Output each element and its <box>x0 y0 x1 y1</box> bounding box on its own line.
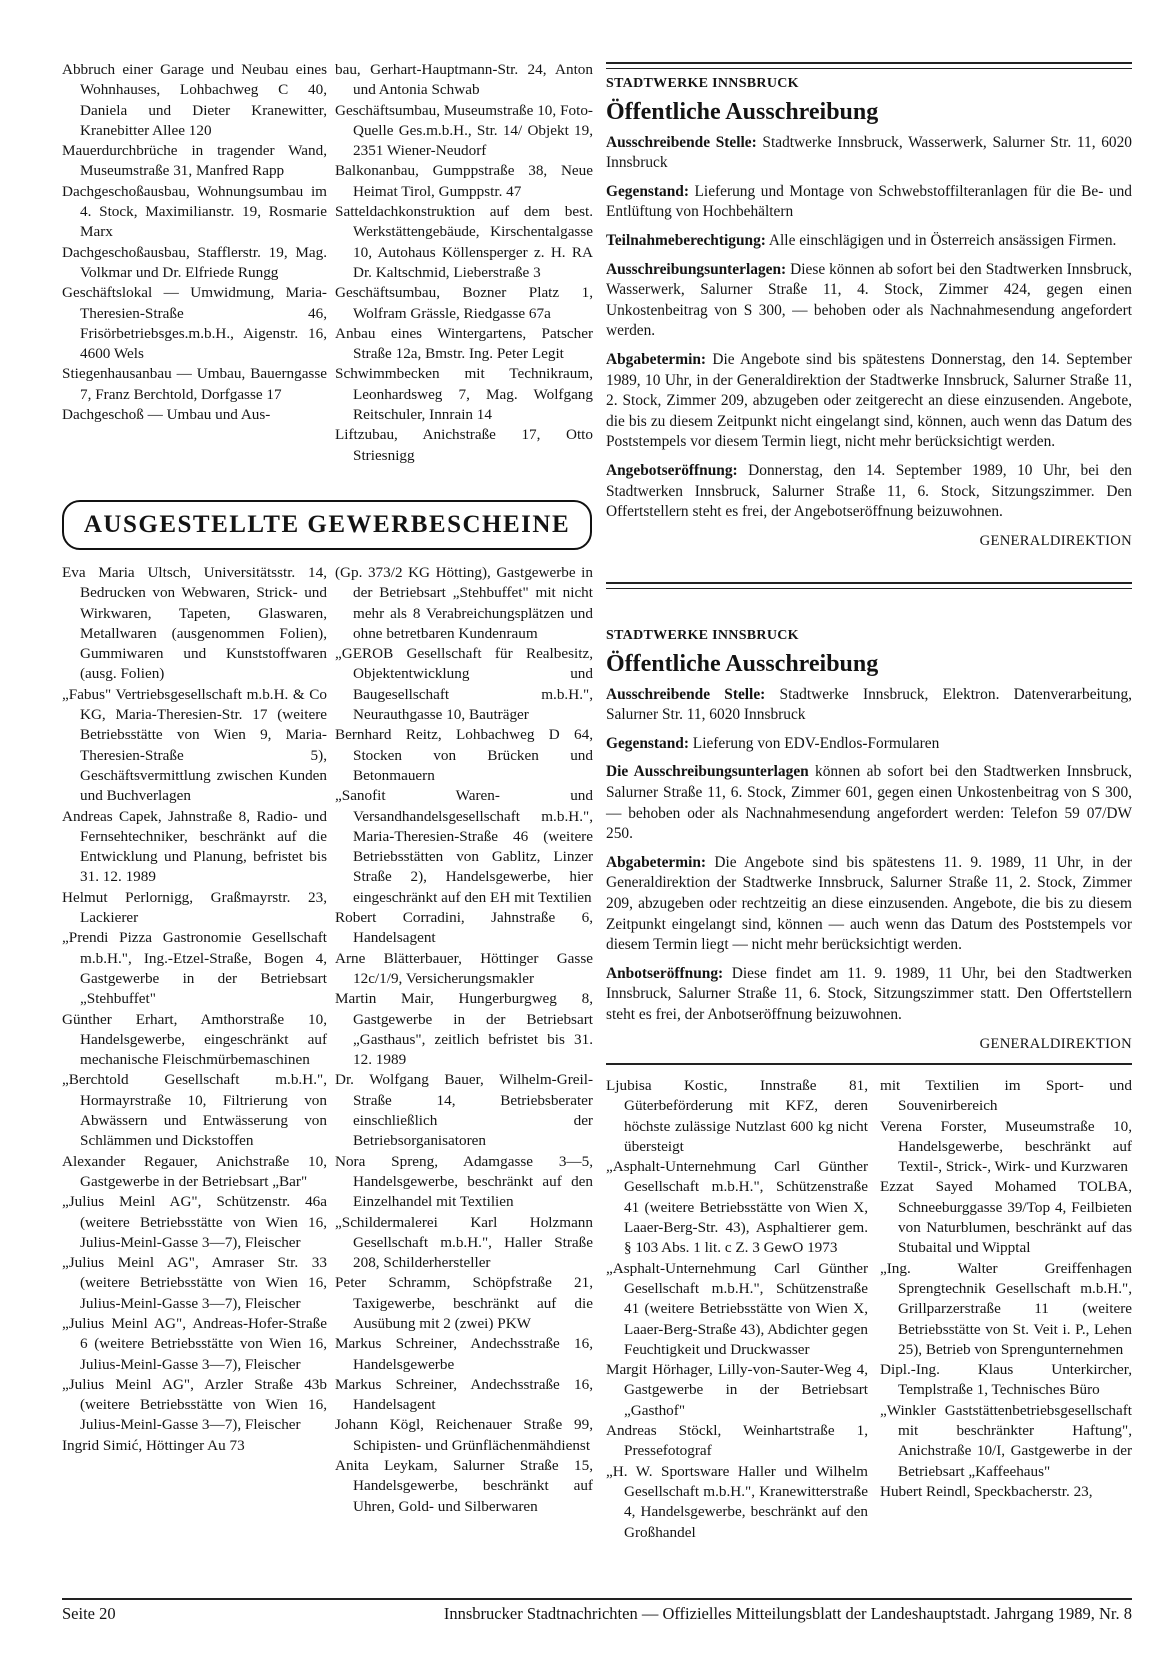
list-entry: Andreas Stöckl, Weinhartstraße 1, Pressefotograf <box>606 1422 868 1460</box>
tender-paragraph-label: Die Ausschreibungsunterlagen <box>606 763 809 781</box>
list-entry: Balkonanbau, Gumppstraße 38, Neue Heimat Tirol, Gumppstr. 47 <box>335 162 593 200</box>
list-entry: Andreas Capek, Jahnstraße 8, Radio- und Fernsehtechniker, beschränkt auf die Entwicklung und Planung, befristet bis 31. 12. 1989 <box>62 807 327 886</box>
tender-paragraph-text: Stadtwerke Innsbruck, Wasserwerk, Salurner Str. 11, 6020 Innsbruck <box>606 133 1132 172</box>
tender-paragraph-text: können ab sofort bei den Stadtwerken Innsbruck, Salurner Straße 11, 6. Stock, Zimmer 601, gegen einen Unkostenbeitrag von S 300, — behoben oder als Nachnahmesendung angefordert werden: Telefon 59 07/DW 250. <box>606 763 1132 843</box>
list-entry: „Julius Meinl AG", Andreas-Hofer-Straße 6 (weitere Betriebsstätte von Wien 16, Julius-Meinl-Gasse 3—7), Fleischer <box>62 1314 327 1373</box>
tender-paragraph-text: Diese findet am 11. 9. 1989, 11 Uhr, bei den Stadtwerken Innsbruck, Salurner Straße 11, 6. Stock, Sitzungszimmer statt. Den Offertstellern steht es frei, der Anbotseröffnung beizuwohnen. <box>606 964 1132 1023</box>
list-entry: Günther Erhart, Amthorstraße 10, Handelsgewerbe, eingeschränkt auf mechanische Fleischmürbemaschinen <box>62 1010 327 1069</box>
permits-column-left <box>62 60 327 425</box>
list-entry: Margit Hörhager, Lilly-von-Sauter-Weg 4, Gastgewerbe in der Betriebsart „Gasthof" <box>606 1361 868 1419</box>
page-number: Seite 20 <box>62 1604 116 1623</box>
list-entry: Geschäftsumbau, Bozner Platz 1, Wolfram Grässle, Riedgasse 67a <box>335 284 593 322</box>
list-entry: „Asphalt-Unternehmung Carl Günther Gesellschaft m.b.H.", Schützenstraße 41 (weitere Betriebsstätte von Wien X, Laaer-Berg-Str. 43), Asphaltierer gem. § 103 Abs. 1 lit. c Z. 3 GewO 1973 <box>606 1158 868 1257</box>
list-entry: Geschäftsumbau, Museumstraße 10, Foto-Quelle Ges.m.b.H., Str. 14/ Objekt 19, 2351 Wiener-Neudorf <box>335 101 593 160</box>
licenses-lower-rule <box>606 1063 1132 1065</box>
list-entry: „H. W. Sportsware Haller und Wilhelm Gesellschaft m.b.H.", Kranewitterstraße 4, Handelsgewerbe, beschränkt auf den Großhandel <box>606 1462 868 1541</box>
tender-paragraph <box>606 685 1132 726</box>
list-entry: „Fabus" Vertriebsgesellschaft m.b.H. & Co KG, Maria-Theresien-Str. 17 (weitere Betriebsstätte von Wien 9, Maria-Theresien-Straße 5), Geschäftsvermittlung zwischen Kunden und Buchverlagen <box>62 685 327 805</box>
tender-notice-2 <box>606 626 1132 1054</box>
list-entry: Johann Kögl, Reichenauer Straße 99, Schipisten- und Grünflächenmähdienst <box>335 1416 593 1454</box>
list-entry: Helmut Perlornigg, Graßmayrstr. 23, Lackierer <box>62 888 327 927</box>
tender-paragraph <box>606 734 1132 755</box>
list-entry: „GEROB Gesellschaft für Realbesitz, Objektentwicklung und Baugesellschaft m.b.H.", Neurauthgasse 10, Bauträger <box>335 645 593 724</box>
list-entry: Dachgeschoßausbau, Stafflerstr. 19, Mag. Volkmar und Dr. Elfriede Rungg <box>62 243 327 281</box>
list-entry: mit Textilien im Sport- und Souvenirbereich <box>880 1077 1132 1115</box>
list-entry: Geschäftslokal — Umwidmung, Maria-Theresien-Straße 46, Frisörbetriebsges.m.b.H., Aigenstr. 16, 4600 Wels <box>62 284 327 363</box>
list-entry: Ingrid Simić, Höttinger Au 73 <box>62 1436 245 1454</box>
list-entry: Arne Blätterbauer, Höttinger Gasse 12c/1/9, Versicherungsmakler <box>335 949 593 987</box>
permits-column-middle <box>335 60 593 466</box>
list-entry: „Winkler Gaststättenbetriebsgesellschaft mit beschränkter Haftung", Anichstraße 10/I, Gastgewerbe in der Betriebsart „Kaffeehaus" <box>880 1401 1132 1480</box>
tender-signature: GENERALDIREKTION <box>979 532 1132 549</box>
list-entry: „Julius Meinl AG", Amraser Str. 33 (weitere Betriebsstätte von Wien 16, Julius-Meinl-Gasse 3—7), Fleischer <box>62 1254 327 1312</box>
list-entry: Bernhard Reitz, Lohbachweg D 64, Stocken von Brücken und Betonmauern <box>335 726 593 784</box>
list-entry: Anita Leykam, Salurner Straße 15, Handelsgewerbe, beschränkt auf Uhren, Gold- und Silberwaren <box>335 1457 593 1515</box>
licenses-column-3 <box>606 1076 868 1543</box>
list-entry: Satteldachkonstruktion auf dem best. Werkstättengebäude, Kirschentalgasse 10, Autohaus Köllensperger z. H. RA Dr. Kaltschmid, Lieberstraße 3 <box>335 203 593 281</box>
list-entry: „Asphalt-Unternehmung Carl Günther Gesellschaft m.b.H.", Schützenstraße 41 (weitere Betriebsstätte von Wien X, Laaer-Berg-Straße 43), Abdichter gegen Feuchtigkeit und Druckwasser <box>606 1259 868 1358</box>
publication-line: Innsbrucker Stadtnachrichten — Offizielles Mitteilungsblatt der Landeshauptstadt. Jahrgang 1989, Nr. 8 <box>443 1604 1132 1623</box>
tender-paragraph-label: Angebotseröffnung: <box>606 461 738 479</box>
list-entry: „Ing. Walter Greiffenhagen Sprengtechnik Gesellschaft m.b.H.", Grillparzerstraße 11 (weitere Betriebsstätte von St. Veit i. P., Lehen 25), Betrieb von Sprengunternehmen <box>880 1259 1132 1358</box>
tender-paragraph-text: Diese können ab sofort bei den Stadtwerken Innsbruck, Wasserwerk, Salurner Straße 11, 4. Stock, Zimmer 424, gegen einen Unkostenbeitrag von S 300, — behoben oder als Nachnahmesendung angefordert werden. <box>606 260 1132 340</box>
tender-paragraph-label: Ausschreibende Stelle: <box>606 133 757 151</box>
list-entry: Mauerdurchbrüche in tragender Wand, Museumstraße 31, Manfred Rapp <box>62 142 327 180</box>
tender-paragraph <box>606 182 1132 223</box>
tender-paragraph <box>606 853 1132 956</box>
tender-paragraph-text: Lieferung von EDV-Endlos-Formularen <box>688 734 940 752</box>
tender-notice-1 <box>606 74 1132 551</box>
tender2-top-rule <box>606 582 1132 589</box>
list-entry: Markus Schreiner, Andechsstraße 16, Handelsgewerbe <box>335 1335 593 1373</box>
tender-organisation: STADTWERKE INNSBRUCK <box>606 76 799 91</box>
list-entry: „Berchtold Gesellschaft m.b.H.", Hormayrstraße 10, Filtrierung von Abwässern und Entwässerung von Schlämmen und Dickstoffen <box>62 1071 327 1150</box>
list-entry: „Julius Meinl AG", Arzler Straße 43b (weitere Betriebsstätte von Wien 16, Julius-Meinl-Gasse 3—7), Fleischer <box>62 1375 327 1434</box>
section-banner <box>62 500 592 550</box>
tender-paragraph-label: Ausschreibende Stelle: <box>606 685 766 703</box>
tender-paragraph-text: Die Angebote sind bis spätestens 11. 9. 1989, 11 Uhr, in der Generaldirektion der Stadtwerke Innsbruck, Salurner Straße 11, 2. Stock, Zimmer 209, abzugeben oder rechtzeitig an diese einzusenden. Angebote, die bis zu diesem Zeitpunkt eingelangt sind, können — auch wenn das Datum des Poststempels vor diesem Termin liegt — nicht mehr berücksichtigt werden. <box>606 853 1132 954</box>
licenses-column-1 <box>62 563 327 1456</box>
list-entry: Alexander Regauer, Anichstraße 10, Gastgewerbe in der Betriebsart „Bar" <box>62 1152 327 1190</box>
tender-paragraph <box>606 350 1132 453</box>
list-entry: bau, Gerhart-Hauptmann-Str. 24, Anton und Antonia Schwab <box>335 61 593 99</box>
list-entry: Ezzat Sayed Mohamed TOLBA, Schneeburggasse 39/Top 4, Feilbieten von Naturblumen, beschränkt auf das Stubaital und Wipptal <box>880 1178 1132 1257</box>
list-entry: Markus Schreiner, Andechsstraße 16, Handelsagent <box>335 1375 593 1414</box>
tender-paragraph-text: Donnerstag, den 14. September 1989, 10 Uhr, bei den Stadtwerken Innsbruck, Salurner Straße 11, 6. Stock, Sitzungszimmer. Den Offertstellern steht es frei, der Angebotseröffnung beizuwohnen. <box>606 461 1132 521</box>
tender-paragraph-label: Anbotseröffnung: <box>606 964 724 982</box>
list-entry: „Schildermalerei Karl Holzmann Gesellschaft m.b.H.", Haller Straße 208, Schilderhersteller <box>335 1213 593 1272</box>
tender-paragraph-text: Die Angebote sind bis spätestens Donnerstag, den 14. September 1989, 10 Uhr, in der Generaldirektion der Stadtwerke Innsbruck, Salurner Straße 11, 2. Stock, Zimmer 209, abzugeben oder zeitgerecht an diese einzusenden. Angebote, die bis zu diesem Zeitpunkt nicht eingelangt sind, können, auch wenn das Datum des Poststempels vor diesem Termin liegt, nicht mehr berücksichtigt werden. <box>606 350 1132 451</box>
tender-paragraph-text: Stadtwerke Innsbruck, Elektron. Datenverarbeitung, Salurner Str. 11, 6020 Innsbruck <box>606 685 1133 724</box>
tender-paragraph <box>606 964 1132 1026</box>
list-entry: Abbruch einer Garage und Neubau eines Wohnhauses, Lohbachweg C 40, Daniela und Dieter Kranewitter, Kranebitter Allee 120 <box>62 61 327 139</box>
licenses-column-2 <box>335 563 593 1517</box>
list-entry: Schwimmbecken mit Technikraum, Leonhardsweg 7, Mag. Wolfgang Reitschuler, Innrain 14 <box>335 365 593 424</box>
list-entry: Dr. Wolfgang Bauer, Wilhelm-Greil-Straße 14, Betriebsberater einschließlich der Betriebsorganisatoren <box>335 1071 593 1150</box>
tender-paragraph <box>606 762 1132 844</box>
list-entry: Dipl.-Ing. Klaus Unterkircher, Templstraße 1, Technisches Büro <box>880 1361 1132 1399</box>
list-entry: „Sanofit Waren- und Versandhandelsgesellschaft m.b.H.", Maria-Theresien-Straße 46 (weitere Betriebsstätten von Gablitz, Linzer Straße 2), Handelsgewerbe, hier eingeschränkt auf den EH mit Textilien <box>335 787 593 906</box>
list-entry: Peter Schramm, Schöpfstraße 21, Taxigewerbe, beschränkt auf die Ausübung mit 2 (zwei) PKW <box>335 1274 593 1332</box>
tender-paragraph-label: Ausschreibungsunterlagen: <box>606 260 787 278</box>
section-banner-title: AUSGESTELLTE GEWERBESCHEINE <box>83 511 571 538</box>
tender-paragraph-label: Abgabetermin: <box>606 853 707 871</box>
tender-paragraph <box>606 231 1132 252</box>
tender-title: Öffentliche Ausschreibung <box>606 98 879 125</box>
list-entry: Hubert Reindl, Speckbacherstr. 23, <box>880 1482 1093 1500</box>
tender-paragraph-text: Alle einschlägigen und in Österreich ansässigen Firmen. <box>765 231 1117 249</box>
list-entry: Eva Maria Ultsch, Universitätsstr. 14, Bedrucken von Webwaren, Strick- und Wirkwaren, Tapeten, Glaswaren, Metallwaren (ausgenommen Folien), Gummiwaren und Kunststoffwaren (ausg. Folien) <box>62 564 327 683</box>
list-entry: Dachgeschoßausbau, Wohnungsumbau im 4. Stock, Maximilianstr. 19, Rosmarie Marx <box>62 182 327 241</box>
licenses-column-4 <box>880 1076 1132 1502</box>
tender-paragraph-text: Lieferung und Montage von Schwebstoffilteranlagen für die Be- und Entlüftung von Hochbehältern <box>606 182 1132 221</box>
footer-rule <box>62 1598 1132 1600</box>
tender-paragraph-label: Gegenstand: <box>606 182 689 200</box>
list-entry: „Julius Meinl AG", Schützenstr. 46a (weitere Betriebsstätte von Wien 16, Julius-Meinl-Gasse 3—7), Fleischer <box>62 1193 327 1251</box>
tender-paragraph <box>606 133 1132 174</box>
tender1-top-rule <box>606 62 1132 69</box>
tender-organisation: STADTWERKE INNSBRUCK <box>606 628 799 643</box>
tender-paragraph-label: Teilnahmeberechtigung: <box>606 231 766 249</box>
tender-paragraph-label: Abgabetermin: <box>606 350 707 368</box>
list-entry: Anbau eines Wintergartens, Patscher Straße 12a, Bmstr. Ing. Peter Legit <box>335 324 593 363</box>
list-entry: (Gp. 373/2 KG Hötting), Gastgewerbe in der Betriebsart „Stehbuffet" mit nicht mehr als 8 Verabreichungsplätzen und ohne betretbaren Kundenraum <box>335 564 593 642</box>
page-footer <box>62 1604 1132 1624</box>
tender-title: Öffentliche Ausschreibung <box>606 650 879 677</box>
list-entry: „Prendi Pizza Gastronomie Gesellschaft m.b.H.", Ing.-Etzel-Straße, Bogen 4, Gastgewerbe in der Betriebsart „Stehbuffet" <box>62 929 327 1008</box>
list-entry: Liftzubau, Anichstraße 17, Otto Striesnigg <box>335 426 593 464</box>
tender-paragraph <box>606 260 1132 342</box>
list-entry: Nora Spreng, Adamgasse 3—5, Handelsgewerbe, beschränkt auf den Einzelhandel mit Textilien <box>335 1152 593 1211</box>
list-entry: Ljubisa Kostic, Innstraße 81, Güterbeförderung mit KFZ, deren höchste zulässige Nutzlast 600 kg nicht übersteigt <box>606 1077 868 1155</box>
tender-paragraph-label: Gegenstand: <box>606 734 689 752</box>
list-entry: Dachgeschoß — Umbau und Aus- <box>62 406 271 424</box>
list-entry: Robert Corradini, Jahnstraße 6, Handelsagent <box>335 909 593 947</box>
list-entry: Martin Mair, Hungerburgweg 8, Gastgewerbe in der Betriebsart „Gasthaus", zeitlich befristet bis 31. 12. 1989 <box>335 990 593 1069</box>
list-entry: Stiegenhausanbau — Umbau, Bauerngasse 7, Franz Berchtold, Dorfgasse 17 <box>62 365 327 403</box>
tender-paragraph <box>606 461 1132 523</box>
list-entry: Verena Forster, Museumstraße 10, Handelsgewerbe, beschränkt auf Textil-, Strick-, Wirk- und Kurzwaren <box>880 1117 1132 1176</box>
tender-signature: GENERALDIREKTION <box>979 1035 1132 1052</box>
